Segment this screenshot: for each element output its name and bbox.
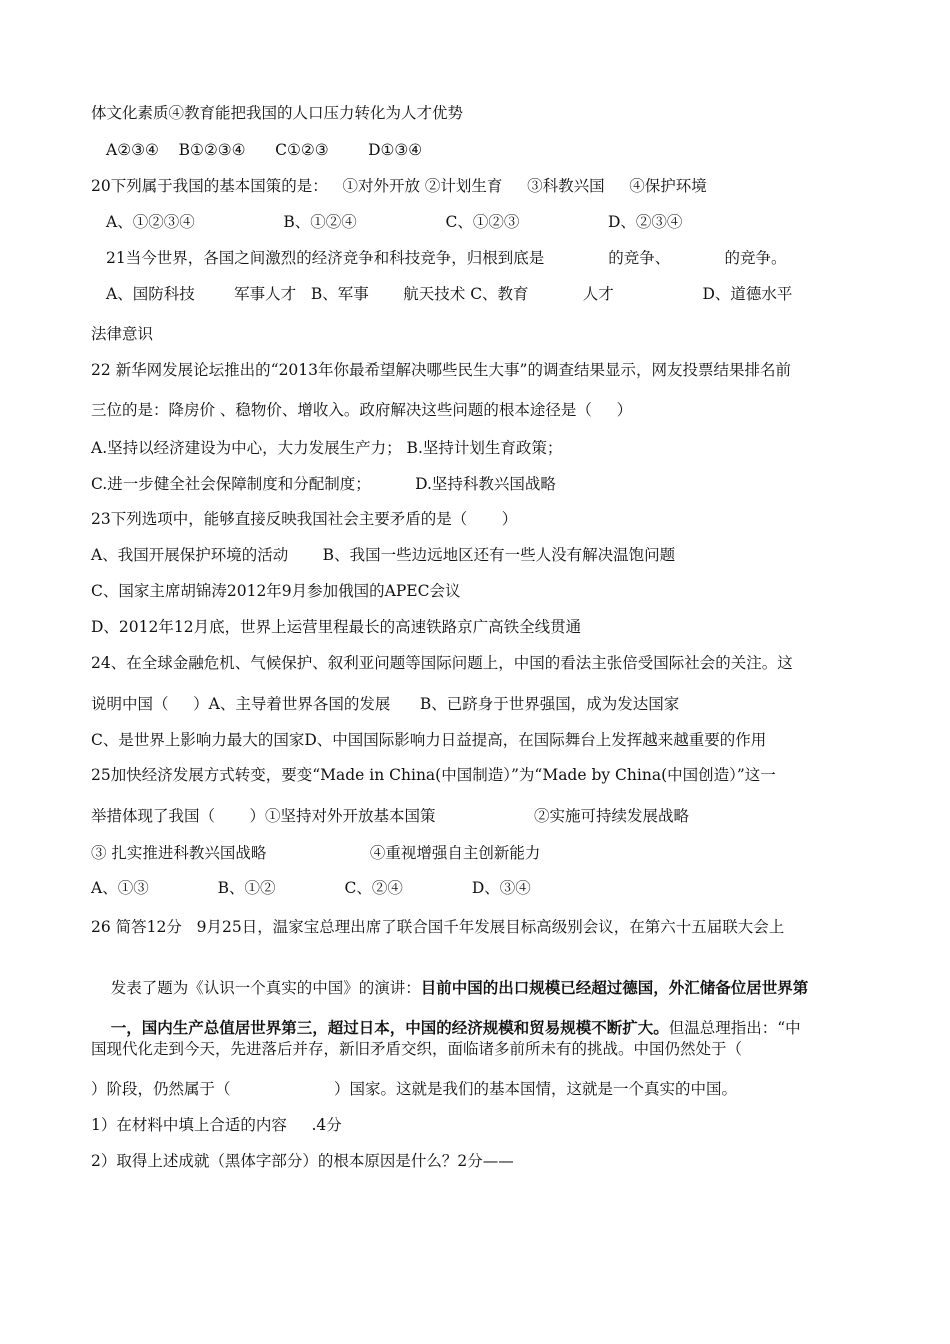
text-line: A、国防科技 军事人才 B、军事 航天技术 C、教育 人才 D、道德水平 <box>106 285 793 303</box>
text-line: 26 简答12分 9月25日，温家宝总理出席了联合国千年发展目标高级别会议，在第六十五届联大会上 <box>91 918 785 936</box>
text-line: 25加快经济发展方式转变，要变“Made in China(中国制造）”为“Made by China(中国创造）”这一 <box>91 766 776 784</box>
text-line: 2）取得上述成就（黑体字部分）的根本原因是什么？2分—— <box>91 1152 514 1170</box>
text-line: A、①③ B、①② C、②④ D、③④ <box>91 879 531 897</box>
plain-text: 发表了题为《认识一个真实的中国》的演讲： <box>110 979 421 997</box>
plain-text: 但温总理指出：“中 <box>668 1019 801 1037</box>
text-line: 20下列属于我国的基本国策的是： ①对外开放 ②计划生育 ③科教兴国 ④保护环境 <box>91 177 707 195</box>
text-line: C、是世界上影响力最大的国家D、中国国际影响力日益提高，在国际舞台上发挥越来越重要的作用 <box>91 731 767 749</box>
text-line: 说明中国（ ）A、主导着世界各国的发展 B、已跻身于世界强国，成为发达国家 <box>91 695 680 713</box>
text-line: A.坚持以经济建设为中心，大力发展生产力； B.坚持计划生育政策； <box>91 439 563 457</box>
text-line: 21当今世界，各国之间激烈的经济竞争和科技竞争，归根到底是 的竞争、 的竞争。 <box>106 249 787 267</box>
text-line: C.进一步健全社会保障制度和分配制度； D.坚持科教兴国战略 <box>91 475 556 493</box>
text-line: A、①②③④ B、①②④ C、①②③ D、②③④ <box>106 213 683 231</box>
text-line: C、国家主席胡锦涛2012年9月参加俄国的APEC会议 <box>91 582 461 600</box>
text-line: 23下列选项中，能够直接反映我国社会主要矛盾的是（ ） <box>91 510 518 528</box>
text-line: ）阶段，仍然属于（ ）国家。这就是我们的基本国情，这就是一个真实的中国。 <box>91 1080 737 1098</box>
bold-text: 目前中国的出口规模已经超过德国，外汇储备位居世界第 <box>420 978 809 997</box>
text-line: A、我国开展保护环境的活动 B、我国一些边远地区还有一些人没有解决温饱问题 <box>91 546 676 564</box>
text-line: ③ 扎实推进科教兴国战略 ④重视增强自主创新能力 <box>91 844 541 862</box>
text-line: 24、在全球金融危机、气候保护、叙利亚问题等国际问题上，中国的看法主张倍受国际社会的关注。这 <box>91 654 793 672</box>
text-line: 法律意识 <box>91 325 154 343</box>
text-line: 三位的是：降房价 、稳物价、增收入。政府解决这些问题的根本途径是（ ） <box>91 401 633 419</box>
bold-text: 一，国内生产总值居世界第三，超过日本，中国的经济规模和贸易规模不断扩大。 <box>110 1018 669 1037</box>
text-line: 体文化素质④教育能把我国的人口压力转化为人才优势 <box>91 104 464 122</box>
text-line: 国现代化走到今天，先进落后并存，新旧矛盾交织，面临诸多前所未有的挑战。中国仍然处于（ <box>91 1040 743 1058</box>
text-line: D、2012年12月底，世界上运营里程最长的高速铁路京广高铁全线贯通 <box>91 618 582 636</box>
text-line: A②③④ B①②③④ C①②③ D①③④ <box>106 141 423 159</box>
text-line: 1）在材料中填上合适的内容 .4分 <box>91 1116 342 1134</box>
text-line: 22 新华网发展论坛推出的“2013年你最希望解决哪些民生大事”的调查结果显示，网友投票结果排名前 <box>91 361 791 379</box>
text-line: 举措体现了我国（ ）①坚持对外开放基本国策 ②实施可持续发展战略 <box>91 807 690 825</box>
